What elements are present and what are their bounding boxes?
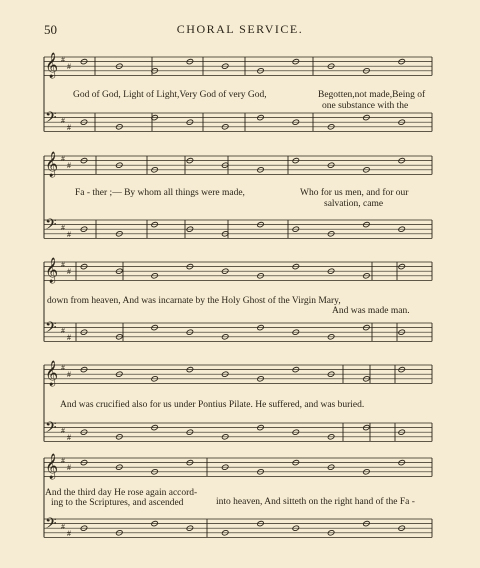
sharp-icon: #	[61, 522, 65, 531]
sharp-icon: #	[61, 223, 65, 232]
bass-clef-icon: 𝄢	[45, 419, 57, 439]
sharp-icon: #	[67, 433, 71, 442]
sharp-icon: #	[67, 529, 71, 538]
sharp-icon: #	[61, 363, 65, 372]
treble-clef-icon: 𝄞	[45, 151, 59, 176]
lyric-line: And the third day He rose again accord-	[45, 488, 198, 498]
lyric-verse: one substance with the	[322, 101, 409, 111]
treble-staff	[44, 156, 432, 174]
sharp-icon: #	[61, 426, 65, 435]
bass-clef-icon: 𝄢	[45, 319, 57, 339]
bass-staff	[44, 423, 432, 441]
sharp-icon: #	[67, 161, 71, 170]
treble-staff	[44, 262, 432, 280]
treble-clef-icon: 𝄞	[45, 453, 59, 478]
sharp-icon: #	[67, 230, 71, 239]
treble-staff	[44, 365, 432, 383]
lyric-line: ing to the Scriptures, and ascended	[51, 498, 184, 508]
bass-clef-icon: 𝄢	[45, 515, 57, 535]
bass-clef-icon: 𝄢	[45, 109, 57, 129]
sharp-icon: #	[67, 123, 71, 132]
sharp-icon: #	[61, 55, 65, 64]
sharp-icon: #	[61, 260, 65, 269]
lyric-line: down from heaven, And was incarnate by the Holy Ghost of the Virgin Mary,	[47, 296, 341, 306]
page-title: CHORAL SERVICE.	[176, 22, 304, 36]
treble-staff	[44, 57, 432, 75]
treble-clef-icon: 𝄞	[45, 52, 59, 77]
bass-staff	[44, 220, 432, 238]
lyric-line: into heaven, And sitteth on the right hand of the Fa -	[216, 497, 415, 507]
lyric-line: And was crucified also for us under Pontius Pilate. He suffered, and was buried.	[60, 400, 365, 410]
treble-clef-icon: 𝄞	[45, 360, 59, 385]
sharp-icon: #	[67, 370, 71, 379]
sharp-icon: #	[67, 463, 71, 472]
lyric-verse: salvation, came	[324, 199, 384, 209]
lyric-line: God of God, Light of Light,Very God of very God,	[73, 90, 267, 100]
bass-staff	[44, 113, 432, 131]
sharp-icon: #	[61, 326, 65, 335]
sharp-icon: #	[61, 116, 65, 125]
treble-clef-icon: 𝄞	[45, 257, 59, 282]
bass-staff	[44, 519, 432, 537]
sharp-icon: #	[67, 62, 71, 71]
lyric-line: And was made man.	[332, 306, 410, 316]
lyric-verse: Begotten,not made,Being of	[318, 90, 426, 100]
page-number: 50	[44, 22, 57, 37]
treble-staff	[44, 458, 432, 476]
sharp-icon: #	[61, 456, 65, 465]
lyric-verse: Who for us men, and for our	[300, 188, 409, 198]
sharp-icon: #	[61, 154, 65, 163]
sharp-icon: #	[67, 333, 71, 342]
bass-clef-icon: 𝄢	[45, 216, 57, 236]
sharp-icon: #	[67, 267, 71, 276]
bass-staff	[44, 323, 432, 341]
lyric-line: Fa - ther ;— By whom all things were made,	[75, 188, 245, 198]
